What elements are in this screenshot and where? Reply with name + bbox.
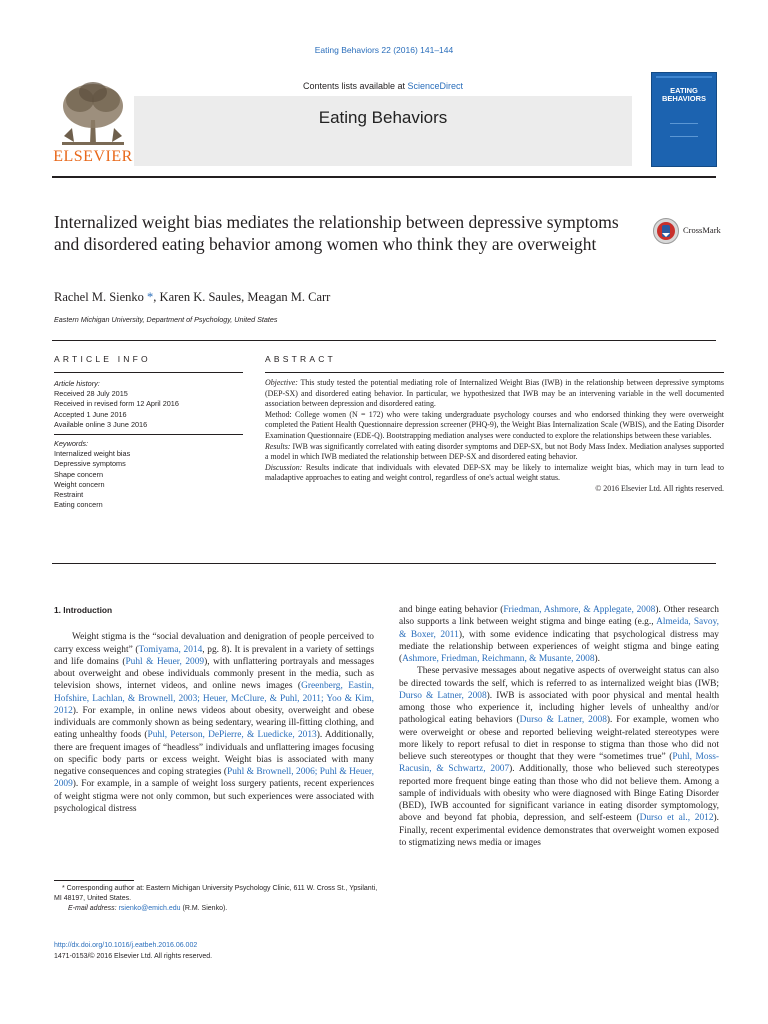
keyword-item: Internalized weight bias	[54, 449, 131, 459]
paragraph	[399, 665, 719, 849]
keyword-item: Restraint	[54, 490, 84, 500]
keywords-label: Keywords:	[54, 439, 89, 449]
history-list	[54, 389, 244, 430]
email-link[interactable]: rsienko@emich.edu	[118, 905, 181, 912]
results-text: IWB was significantly correlated with eating disorder symptoms and DEP-SX, but not Body Mass Index. Mediation analyses supported a model in which IWB mediated the relationship between DEP-SX and disordered eating behavior.	[265, 441, 724, 462]
citation-link[interactable]: Puhl, Moss-Racusin, & Schwartz, 2007	[399, 752, 720, 775]
journal-title[interactable]: Eating Behaviors	[318, 108, 448, 127]
crossmark-label: CrossMark	[683, 225, 721, 235]
abstract-results	[265, 442, 724, 463]
sciencedirect-link[interactable]: ScienceDirect	[407, 81, 464, 91]
citation-link[interactable]: Friedman, Ashmore, & Applegate, 2008	[503, 605, 656, 615]
keyword-list	[54, 449, 244, 510]
citation-link[interactable]: Puhl & Heuer, 2009	[125, 656, 205, 667]
email-line	[54, 904, 384, 914]
paragraph-text: and binge eating behavior (	[399, 605, 504, 615]
elsevier-tree-icon	[52, 76, 134, 148]
abstract-heading: ABSTRACT	[265, 354, 336, 364]
abstract-discussion	[265, 463, 724, 484]
results-label: Results:	[265, 441, 291, 451]
paragraph	[399, 604, 719, 665]
keyword-item: Shape concern	[54, 469, 104, 479]
footnote-rule	[54, 880, 134, 881]
keyword-item: Weight concern	[54, 479, 105, 489]
body-column-right	[399, 604, 719, 849]
history-label: Article history:	[54, 379, 100, 388]
citation-link[interactable]: Durso & Latner, 2008	[519, 715, 607, 726]
doi-link[interactable]: http://dx.doi.org/10.1016/j.eatbeh.2016.06.002	[54, 942, 198, 949]
paragraph-text: ). Other research also supports a link between weight stigma and binge eating (e.g.,	[399, 605, 719, 628]
objective-text: This study tested the potential mediating role of Internalized Weight Bias (IWB) in the relationship between depressive symptoms (DEP-SX) and disordered eating behavior. In particular, we hypothesized that IWB may be an intervening variable in the well documented association between depression and disordered eating.	[265, 378, 724, 409]
abstract-body	[265, 378, 724, 495]
keywords-rule	[54, 434, 243, 435]
citation-link[interactable]: Puhl, Peterson, DePierre, & Luedicke, 2013	[147, 730, 317, 741]
paragraph-text: ), with some evidence indicating that psychological distress may mediate the relationship between experiences of weight stigma and binge eating (	[399, 629, 719, 664]
paragraph-text: ). For example, in online news videos about obesity, overweight and obese individuals are commonly shown as being sedentary, wearing ill-fitting clothing, and eating unhealthy foods (	[54, 705, 374, 741]
citation-link[interactable]: Durso & Latner, 2008	[399, 690, 487, 701]
paragraph-text: ). Additionally, those who believed such stereotypes reported more frequent binge eating than those who did not believe them. Among a sample of individuals with obesity who were diagnosed with Binge Eating Disorder (BED), IWB accounted for significant variance in eating disorder symptomology, above and beyond fat phobia, depression, and self-esteem (	[399, 764, 719, 824]
keyword-item: Depressive symptoms	[54, 459, 126, 469]
article-info-rule	[54, 372, 243, 373]
history-item: Received 28 July 2015	[54, 389, 128, 399]
citation-link[interactable]: Greenberg, Eastin, Hofshire, Lachlan, & Brownell, 2003; Heuer, McClure, & Puhl, 2011; Yoo & Kim, 2012	[54, 681, 375, 716]
cover-title	[652, 87, 716, 103]
footnote	[54, 884, 384, 914]
abstract-method: Method: College women (N = 172) who were taking undergraduate psychology courses and who endorsed thinking they were overweight completed the Patient Health Questionnaire depression screener (PHQ-9), the Weight Bias Internalization Scale (WBIS), and the Eating Disorder Examination Questionnaire (EDE-Q). Bootstrapping mediation analyses were conducted to explore the relationships between these variables.	[265, 409, 724, 440]
cover-decoration	[670, 123, 698, 137]
email-label: E-mail address:	[68, 905, 117, 912]
cover-title-line1: EATING	[670, 86, 698, 95]
doi-block	[54, 941, 212, 962]
abstract-copyright: © 2016 Elsevier Ltd. All rights reserved.	[595, 483, 724, 493]
meta-bottom-rule	[52, 563, 716, 564]
cover-bar	[656, 76, 712, 78]
paragraph-text: , pg. 8). It is prevalent in a variety of settings and life domains (	[54, 644, 374, 667]
affiliation: Eastern Michigan University, Department of Psychology, United States	[54, 315, 278, 324]
history-item: Accepted 1 June 2016	[54, 409, 127, 419]
paragraph-text: ). Finally, recent experimental evidence demonstrates that overweight women exposed to stigmatizing news media or images	[399, 813, 719, 848]
article-info	[54, 379, 244, 510]
author-rest[interactable]: , Karen K. Saules, Meagan M. Carr	[153, 290, 331, 304]
section-heading-introduction: 1. Introduction	[54, 605, 113, 615]
citation-link[interactable]: Puhl & Brownell, 2006; Puhl & Heuer, 2009	[54, 767, 375, 790]
crossmark-icon	[653, 217, 679, 245]
paragraph-text: ). Additionally, there are frequent images of “headless” individuals and unflattering images focusing on specific body parts or excess weight. Weight bias is associated with many negative consequences and coping strategies (	[54, 730, 374, 777]
discussion-text: Results indicate that individuals with elevated DEP-SX may be likely to internalize weight bias, which may in turn lead to maladaptive approaches to eating and weight control, regardless of one's actual weight status.	[265, 462, 724, 483]
article-title: Internalized weight bias mediates the relationship between depressive symptoms and disordered eating behavior among women who think they are overweight	[54, 212, 619, 254]
crossmark-button[interactable]	[653, 217, 733, 245]
body-column-left	[54, 604, 374, 815]
paragraph-text: ). IWB is associated with poor physical and mental health among those who experience it, including higher levels of unhealthy and/or pathological eating behaviors (	[399, 690, 720, 726]
keyword-item: Eating concern	[54, 500, 103, 510]
history-item: Available online 3 June 2016	[54, 419, 148, 429]
journal-citation[interactable]: Eating Behaviors 22 (2016) 141–144	[314, 45, 454, 55]
elsevier-wordmark: ELSEVIER	[53, 148, 133, 165]
abstract-rule	[265, 372, 724, 373]
cover-title-line2: BEHAVIORS	[661, 94, 707, 103]
paragraph-text: Weight stigma is the “social devaluation and denigration of people perceived to carry excess weight” (	[54, 632, 374, 655]
email-suffix: (R.M. Sienko).	[180, 905, 228, 912]
author-first[interactable]: Rachel M. Sienko	[54, 290, 148, 304]
paragraph-text: ), with unflattering portrayals and messages about overweight and obese individuals commonly present in the media, such as television shows, internet videos, and online news images (	[54, 656, 374, 692]
corresponding-author-note: * Corresponding author at: Eastern Michigan University Psychology Clinic, 611 W. Cross St., Ypsilanti, MI 48197, United States.	[54, 885, 378, 902]
paragraph-text: ). For example, in a sample of weight loss surgery patients, recent experiences of weight stigma were not only common, but such experiences were associated with psychological distress	[54, 779, 374, 814]
history-item: Received in revised form 12 April 2016	[54, 399, 179, 409]
discussion-label: Discussion:	[265, 462, 303, 472]
contents-prefix: Contents lists available at	[302, 81, 408, 91]
paragraph	[54, 631, 374, 815]
citation-link[interactable]: Tomiyama, 2014	[138, 644, 203, 655]
author-list	[54, 290, 330, 305]
header-rule	[52, 176, 716, 178]
elsevier-logo	[52, 76, 134, 166]
abstract-objective	[265, 378, 724, 410]
corresponding-author-mark[interactable]: *	[147, 290, 154, 304]
contents-line	[134, 81, 632, 91]
paragraph-text: ).	[594, 654, 601, 664]
meta-top-rule	[52, 340, 716, 341]
article-info-heading: ARTICLE INFO	[54, 354, 151, 364]
citation-link[interactable]: Almeida, Savoy, & Boxer, 2011	[399, 617, 720, 640]
citation-link[interactable]: Ashmore, Friedman, Reichmann, & Musante, 2008	[402, 654, 595, 664]
journal-banner	[134, 96, 632, 166]
paragraph-text: These pervasive messages about negative aspects of overweight status can also be directed towards the self, which is referred to as internalized weight bias (IWB;	[399, 666, 719, 689]
citation-link[interactable]: Durso et al., 2012	[639, 813, 714, 824]
journal-cover[interactable]	[651, 72, 717, 167]
paragraph-text: ). For example, women who were overweight or obese and reported believing weight-related stereotypes were more likely to report refusal to diet in response to stigma than those who did not believe such stereotypes or thought that they were “sometimes true” (	[399, 715, 719, 762]
objective-label: Objective:	[265, 378, 298, 387]
issn-line: 1471-0153/© 2016 Elsevier Ltd. All rights reserved.	[54, 952, 213, 960]
